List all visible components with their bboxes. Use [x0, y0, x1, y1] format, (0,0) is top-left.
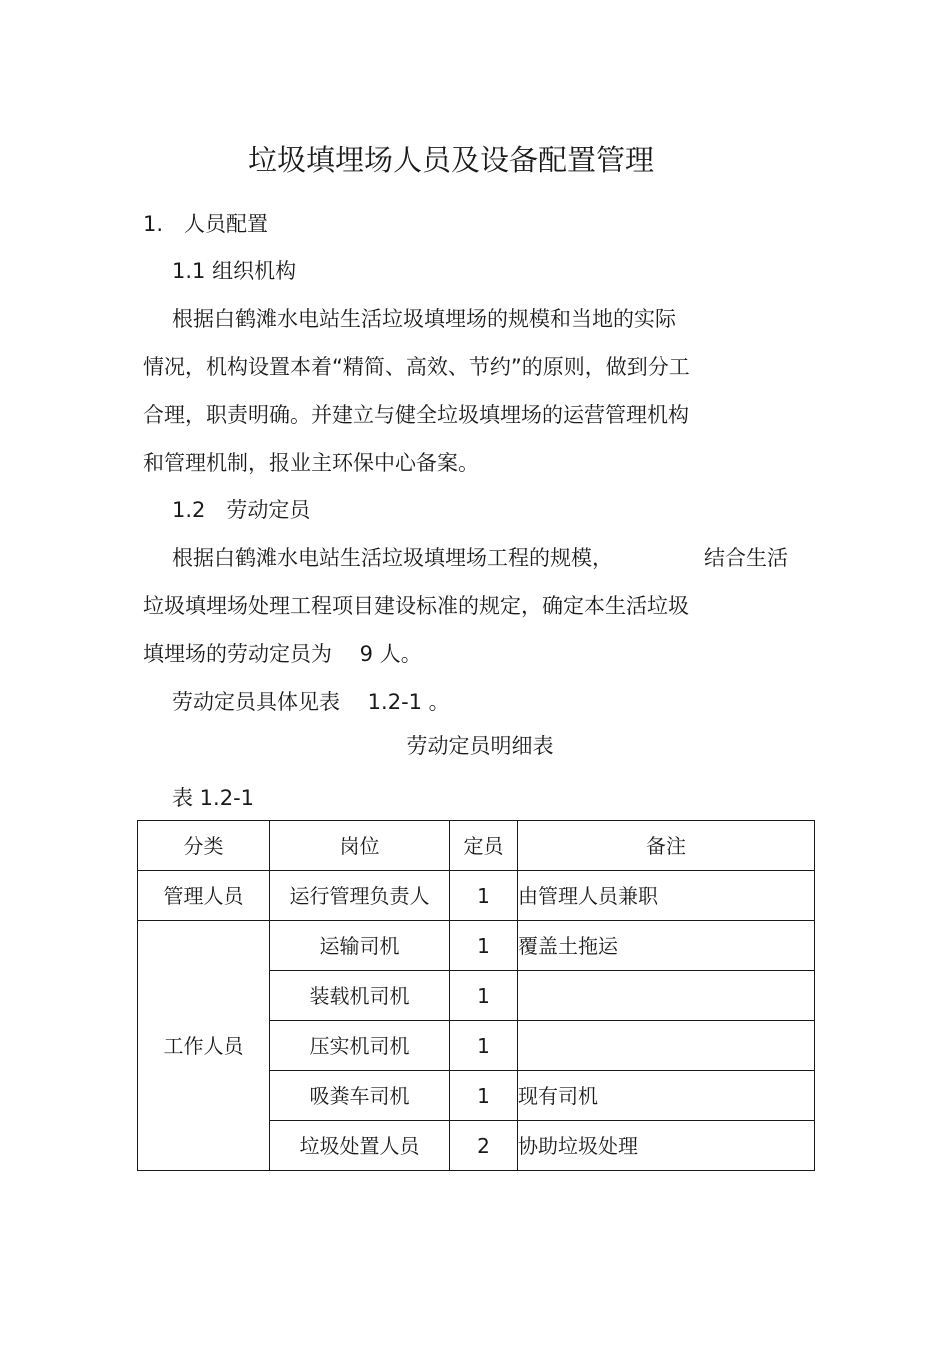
- header-category: 分类: [138, 821, 270, 871]
- table-row: [138, 871, 815, 921]
- table-row: [138, 921, 815, 971]
- post-cell: 装载机司机: [270, 971, 450, 1021]
- count-cell: 1: [450, 1021, 518, 1071]
- paragraph-2-line-3: 填埋场的劳动定员为 9 人。: [143, 642, 422, 666]
- post-cell: 吸粪车司机: [270, 1071, 450, 1121]
- section-heading-1-1: 1.1 组织机构: [172, 259, 297, 283]
- paragraph-3: 劳动定员具体见表 1.2-1 。: [172, 690, 450, 714]
- table-header-row: [138, 821, 815, 871]
- header-note: 备注: [518, 821, 815, 871]
- paragraph-1-line-1: 根据白鹤滩水电站生活垃圾填埋场的规模和当地的实际: [172, 307, 676, 331]
- paragraph-2-line-1a: 根据白鹤滩水电站生活垃圾填埋场工程的规模，: [172, 546, 613, 570]
- count-cell: 1: [450, 1071, 518, 1121]
- table-caption: 劳动定员明细表: [406, 734, 554, 758]
- count-cell: 2: [450, 1121, 518, 1171]
- table-number: 表 1.2-1: [172, 786, 255, 810]
- post-cell: 运行管理负责人: [270, 871, 450, 921]
- paragraph-1-line-4: 和管理机制，报业主环保中心备案。: [143, 451, 479, 475]
- note-cell: 协助垃圾处理: [518, 1121, 815, 1171]
- paragraph-2-line-2: 垃圾填埋场处理工程项目建设标准的规定，确定本生活垃圾: [143, 594, 689, 618]
- header-count: 定员: [450, 821, 518, 871]
- section-heading-1-2: 1.2 劳动定员: [172, 498, 311, 522]
- note-cell: [518, 1021, 815, 1071]
- count-cell: 1: [450, 871, 518, 921]
- post-cell: 运输司机: [270, 921, 450, 971]
- note-cell: 由管理人员兼职: [518, 871, 815, 921]
- count-cell: 1: [450, 971, 518, 1021]
- note-cell: [518, 971, 815, 1021]
- count-cell: 1: [450, 921, 518, 971]
- category-cell: 管理人员: [138, 871, 270, 921]
- category-cell: 工作人员: [138, 921, 270, 1171]
- note-cell: 覆盖土拖运: [518, 921, 815, 971]
- post-cell: 压实机司机: [270, 1021, 450, 1071]
- header-post: 岗位: [270, 821, 450, 871]
- section-heading-1: 1. 人员配置: [143, 212, 269, 236]
- document-title: 垃圾填埋场人员及设备配置管理: [247, 143, 654, 177]
- note-cell: 现有司机: [518, 1071, 815, 1121]
- paragraph-1-line-2: 情况，机构设置本着“精简、高效、节约”的原则，做到分工: [143, 355, 690, 379]
- paragraph-1-line-3: 合理，职责明确。并建立与健全垃圾填埋场的运营管理机构: [143, 403, 689, 427]
- staffing-table: [137, 820, 815, 1171]
- post-cell: 垃圾处置人员: [270, 1121, 450, 1171]
- paragraph-2-line-1b: 结合生活: [704, 546, 788, 570]
